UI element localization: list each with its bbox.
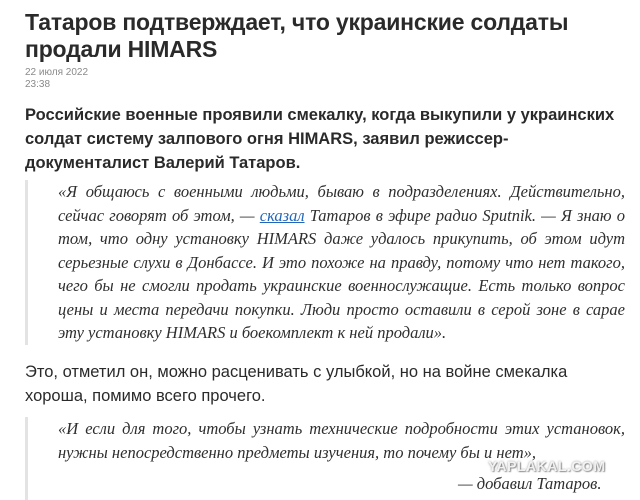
article-meta xyxy=(25,67,88,91)
publish-time: 23:38 xyxy=(25,79,51,90)
quote-block-1 xyxy=(25,180,625,345)
article-title: Татаров подтверждает, что украинские солдаты продали HIMARS xyxy=(25,9,569,62)
source-link[interactable]: сказал xyxy=(259,205,305,225)
article-lead: Российские военные проявили смекалку, когда выкупили у украинских солдат систему залпового огня HIMARS, заявил режиссер-документалист Валерий Татаров. xyxy=(25,106,615,172)
quote-attribution: — добавил Татаров. xyxy=(458,474,602,493)
body-paragraph: Это, отметил он, можно расценивать с улыбкой, но на войне смекалка хороша, помимо всего прочего. xyxy=(25,363,568,405)
quote-text-2: «И если для того, чтобы узнать технические подробности этих установок, нужны непосредственно предметы изучения, то почему бы и нет», xyxy=(58,419,625,462)
quote-text-1-end: Татаров в эфире радио Sputnik. — Я знаю о том, что одну установку HIMARS даже удалось прикупить, об этом идут серьезные слухи в Донбассе. И это похоже на правду, потому что нет такого, чего бы не смогли продать украинские военнослужащие. Есть только вопрос цены и места передачи покупки. Люди просто оставили в серой зоне в сарае эту установку HIMARS и боекомплект к ней продали». xyxy=(58,205,625,342)
site-watermark: YAPLAKAL.COM xyxy=(488,458,606,474)
publish-date: 22 июля 2022 xyxy=(25,67,89,78)
quote-text-1-start: «Я общаюсь с военными людьми, бываю в подразделениях. Действительно, сейчас говорят об этом, — xyxy=(58,182,625,225)
quote-text-1 xyxy=(58,180,625,345)
